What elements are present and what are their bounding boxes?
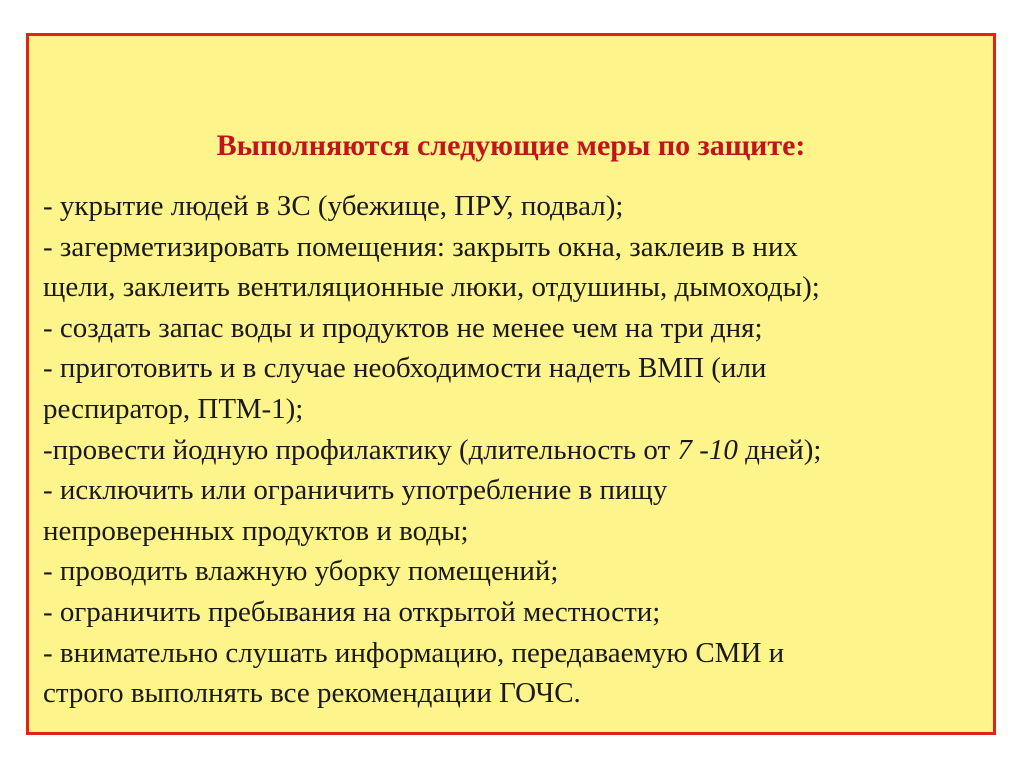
measure-line-10: - проводить влажную уборку помещений;	[43, 555, 559, 588]
measure-line-2: - загерметизировать помещения: закрыть окна, заклеив в них	[43, 230, 798, 263]
measure-line-11: - ограничить пребывания на открытой местности;	[43, 595, 661, 628]
measure-line-7-start: -провести йодную профилактику (длительность от	[43, 433, 678, 466]
measure-line-4: - создать запас воды и продуктов не менее чем на три дня;	[43, 311, 763, 344]
content-panel	[26, 33, 996, 735]
measure-line-7	[43, 430, 983, 471]
duration-range: 7 -10	[677, 433, 738, 466]
measure-line-5: - приготовить и в случае необходимости надеть ВМП (или	[43, 352, 767, 385]
slide-title: Выполняются следующие меры по защите:	[216, 129, 806, 162]
measure-line-6: респиратор, ПТМ-1);	[43, 392, 304, 425]
measure-line-8: - исключить или ограничить употребление в пищу	[43, 474, 668, 507]
measure-line-12: - внимательно слушать информацию, передаваемую СМИ и	[43, 636, 785, 669]
measures-list	[43, 186, 983, 714]
measure-line-3: щели, заклеить вентиляционные люки, отдушины, дымоходы);	[43, 271, 820, 304]
measure-line-7-end: дней);	[737, 433, 822, 466]
measure-line-1: - укрытие людей в ЗС (убежище, ПРУ, подвал);	[43, 190, 624, 222]
measure-line-9: непроверенных продуктов и воды;	[43, 514, 469, 547]
measure-line-13: строго выполнять все рекомендации ГОЧС.	[43, 677, 581, 710]
